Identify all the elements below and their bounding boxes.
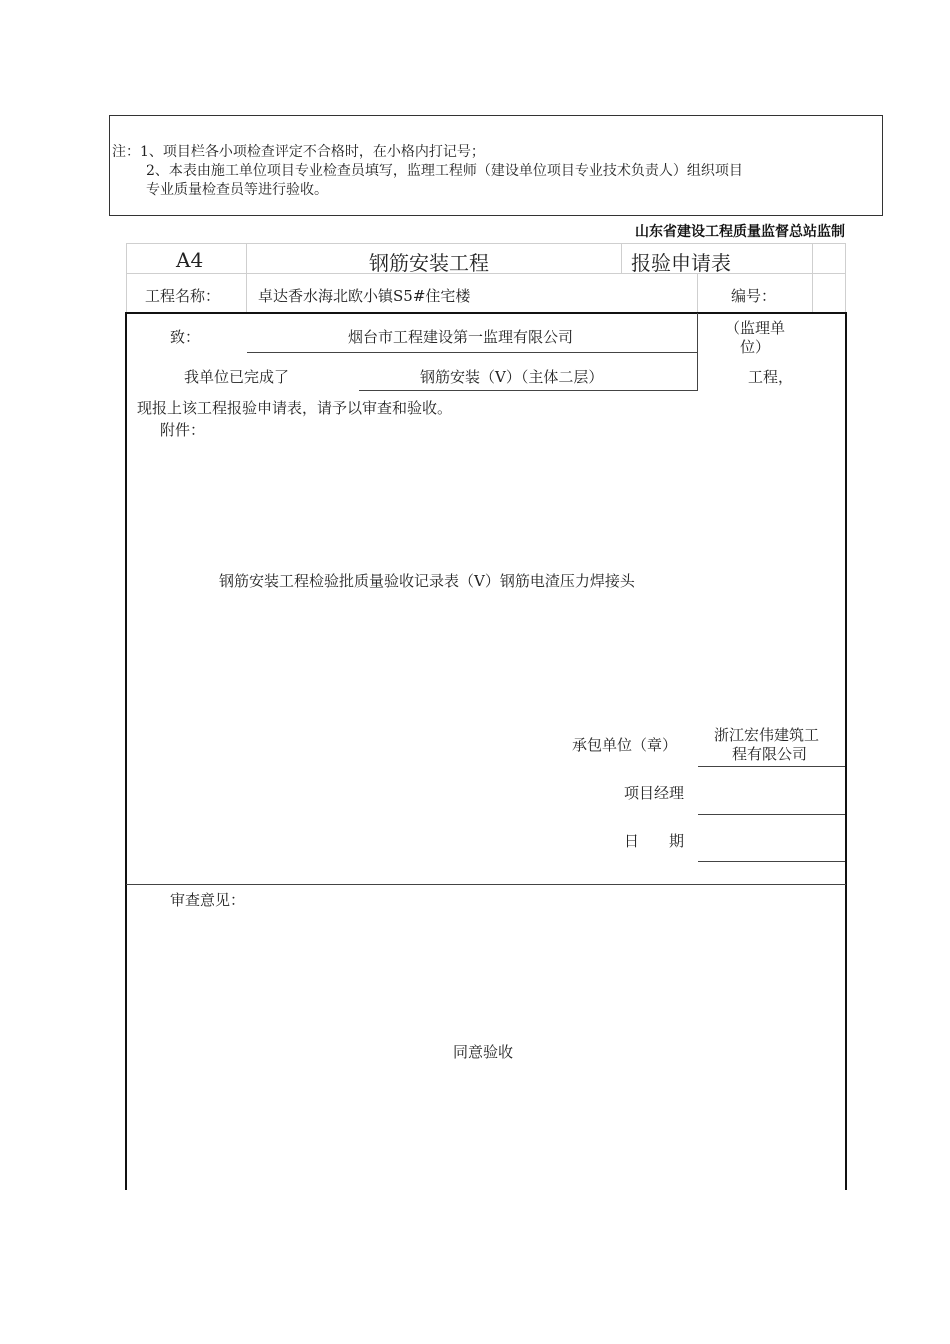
contractor-label: 承包单位（章） [572,736,678,754]
recipient-underline [247,352,697,353]
body-top-border [125,312,847,314]
note-line-1: 注：1、项目栏各小项检查评定不合格时，在小格内打记号； [112,144,485,160]
recipient-divider [697,313,698,391]
manager-underline [698,814,845,815]
body-left-border [125,312,127,1190]
completed-work: 钢筋安装（Ⅴ）（主体二层） [420,368,604,386]
contractor-name-line1: 浙江宏伟建筑工 [714,726,820,744]
work-underline [359,390,697,391]
review-opinion: 同意验收 [453,1043,514,1061]
issuer-text: 山东省建设工程质量监督总站监制 [635,224,845,240]
form-title: 钢筋安装工程 [369,251,489,275]
header-blank-cell [812,243,846,274]
note-line-3: 专业质量检查员等进行验收。 [146,182,328,198]
date-underline [698,861,845,862]
to-label: 致： [170,328,201,346]
form-title-suffix: 报验申请表 [631,251,731,275]
manager-label: 项目经理 [624,784,685,802]
recipient-type-line2: 位） [740,338,771,356]
recipient-type-line1: （监理单 [725,319,786,337]
project-number-cell [812,273,846,313]
contractor-name-line2: 程有限公司 [732,745,808,763]
body-right-border [845,312,847,1190]
note-line-2: 2、本表由施工单位项目专业检查员填写，监理工程师（建设单位项目专业技术负责人）组织项目 [146,163,743,179]
statement-prefix: 我单位已完成了 [184,368,290,386]
project-label: 工程名称： [145,287,221,305]
project-name: 卓达香水海北欧小镇S5#住宅楼 [258,287,471,305]
date-label: 日 期 [624,832,685,850]
statement-suffix: 工程， [748,368,794,386]
attachment-label: 附件： [160,421,206,439]
attachment-item: 钢筋安装工程检验批质量验收记录表（Ⅴ）钢筋电渣压力焊接头 [219,572,635,590]
project-number-label: 编号： [731,287,777,305]
review-divider [126,884,846,885]
statement-line2: 现报上该工程报验申请表，请予以审查和验收。 [137,399,453,417]
form-code: A4 [176,248,204,272]
recipient-name: 烟台市工程建设第一监理有限公司 [348,328,574,346]
review-label: 审查意见： [170,891,246,909]
contractor-underline [698,766,845,767]
